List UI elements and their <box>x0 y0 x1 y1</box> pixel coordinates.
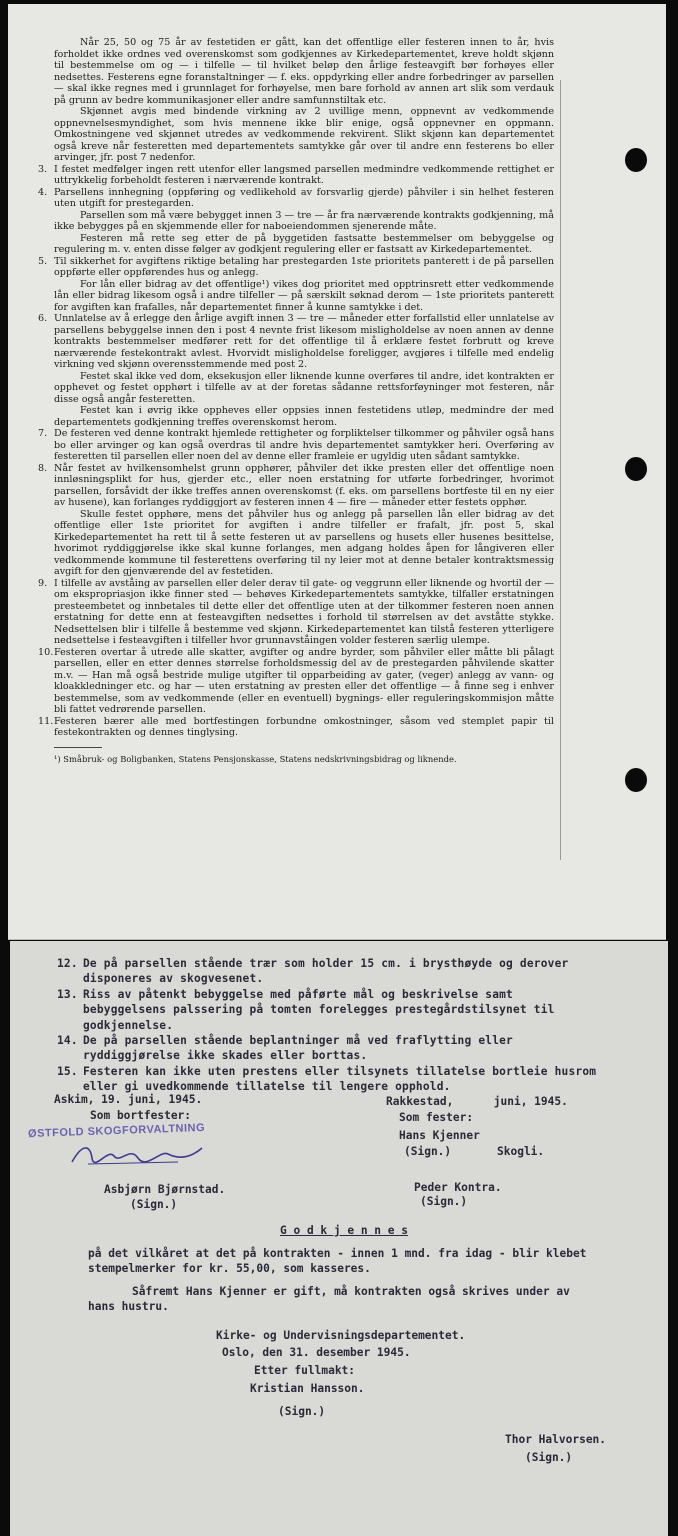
clause-6 <box>38 313 554 428</box>
clause-text: Unnlatelse av å erlegge den årlige avgift innen 3 — tre — måneder etter forfallstid eller unnlatelse av parsellens bebyggelse innen den i post 4 nevnte frist likesom misligholdelse av noen annen av denne kontrakts bestemmelser medfører rett for det offentlige til å erklære festet forbrutt og kreve nærværende festekontrakt avlest. Hvorvidt misligholdelse foreligger, avgjøres i tilfelle med endelig virkning ved skjønn overensstemmende med post 2. <box>54 313 554 370</box>
clause-text: Til sikkerhet for avgiftens riktige betaling har prestegarden 1ste prioritets panterett i de på parsellen oppførte eller oppførendes hus og anlegg. <box>54 255 554 278</box>
witness-name: Peder Kontra. <box>414 1181 502 1194</box>
clause-3 <box>38 163 554 187</box>
footnote-divider <box>54 747 102 748</box>
clause-text: Skulle festet opphøre, mens det påhviler hus og anlegg på parsellen lån eller bidrag av det offentlige eller 1ste prioritet for avgiften i andre tilfeller er frafalt, jfr. post 5, skal Kirkedepartementet ha rett til å sette festeren ut av parsellens og husets eller husenes besittelse, hvorimot ryddiggjørelse ikke skal kunne forlanges, men adgang holdes åpen for långiveren eller vedkommende kommune til festerettens overføring til ny leier mot at denne betaler kontraktsmessig avgift for den gjenværende del av festetiden. <box>54 508 554 577</box>
landlord-sign-mark: (Sign.) <box>130 1198 178 1211</box>
clause-number: 12. <box>57 957 78 970</box>
margin-rule <box>560 80 561 860</box>
clause-number: 11. <box>38 715 54 727</box>
clause-text: Parsellen som må være bebygget innen 3 — tre — år fra nærværende kontrakts godkjenning, må ikke bebygges på en skjemmende eller for naboeiendommen sjenerende måte. <box>54 209 554 232</box>
clause-number: 3. <box>38 163 48 175</box>
approval-condition-spouse: Såfremt Hans Kjenner er gift, må kontrakten også skrives under av hans hustru. <box>88 1285 570 1314</box>
clause-14 <box>57 1033 597 1064</box>
by-authority: Etter fullmakt: <box>254 1364 356 1377</box>
clause-9 <box>38 577 554 647</box>
clause-4 <box>38 186 554 256</box>
forestry-office-stamp: ØSTFOLD SKOGFORVALTNING <box>27 1121 206 1141</box>
clause-text: Festeren bærer alle med bortfestingen forbundne omkostninger, såsom ved stemplet papir til festekontrakten og dennes tinglysing. <box>54 715 554 738</box>
clause-number: 6. <box>38 313 48 324</box>
clause-12 <box>57 956 597 987</box>
clause-number: 14. <box>57 1034 78 1048</box>
typed-addendum <box>57 956 597 1095</box>
intro-paragraph: Skjønnet avgis med bindende virkning av 2 uvillige menn, oppnevnt av vedkommende oppnevnelsesmyndighet, som hvis mennene ikke blir enige, også oppnevner en oppmann. Omkostningene ved skjønnet utredes av vedkommende rekvirent. Slikt skjønn kan departementet også kreve når festeretten med departementets samtykke går over til andre enn festerens bo eller arvinger, jfr. post 7 nedenfor. <box>54 106 554 163</box>
clause-text: Festeren kan ikke uten prestens eller tilsynets tillatelse bortleie husrom eller gi uvedkommende tillatelse til lengere opphold. <box>83 1064 597 1094</box>
clause-13 <box>57 987 597 1033</box>
approval-date: Oslo, den 31. desember 1945. <box>222 1346 411 1359</box>
tenant-role: Som fester: <box>399 1111 474 1124</box>
intro-paragraph: Når 25, 50 og 75 år av festetiden er gått, kan det offentlige eller festeren innen to år, hvis forholdet ikke ordnes ved overenskomst som godkjennes av Kirkedepartementet, kreve holdt skjønn til bestemmelse om og — i tilfelle — til hvilket beløp den årlige festeavgift bør forhøyes eller nedsettes. Festerens egne foranstaltninger — f. eks. oppdyrking eller andre forbedringer av parsellen — skal ikke regnes med i grunnlaget for forhøyelse, men bare forhold av annen art slik som verdauk på grunn av bedre kommunikasjoner eller andre samfunnstiltak etc. <box>54 37 554 106</box>
landlord-role: Som bortfester: <box>90 1109 192 1122</box>
clause-number: 9. <box>38 577 48 589</box>
clause-text: De på parsellen stående trær som holder 15 cm. i brysthøyde og derover disponeres av skogvesenet. <box>83 957 569 986</box>
handwritten-signature <box>68 1140 208 1170</box>
clause-text: Festeren overtar å utrede alle skatter, avgifter og andre byrder, som påhviler eller måtte bli pålagt parsellen, eller en etter dennes størrelse forholdsmessig del av de prestegarden påhvilende skatter m.v. — Han må også bestride mulige utgifter til opparbeiding av gater, (veger) anlegg av vann- og kloakkledninger etc. og har — uten erstatning av presten eller det offentlige — å finne seg i enhver bestemmelse, som av vedkommende (eller en eventuell) bygnings- eller reguleringskommisjon måtte bli fattet vedrørende parsellen. <box>54 646 554 715</box>
signing-place-date-left: Askim, 19. juni, 1945. <box>54 1093 203 1106</box>
clause-number: 13. <box>57 987 78 1001</box>
approval-heading: G o d k j e n n e s <box>280 1224 408 1237</box>
clause-15 <box>57 1064 597 1095</box>
signing-place-date-right: Rakkestad, juni, 1945. <box>386 1095 568 1108</box>
clause-text: Når festet av hvilkensomhelst grunn opphører, påhviler det ikke presten eller det offentlige noen innløsningsplikt for hus, gjerder etc., eller noen erstatning for utførte forbedringer, hvorimot parsellen, forsåvidt der ikke treffes annen overenskomst (f. eks. om parsellens bortfeste til en ny eier av husene), kan forlanges ryddiggjort av festeren innen 4 — fire — måneder etter festets opphør. <box>54 462 554 508</box>
printed-contract-terms <box>38 37 554 765</box>
clause-number: 8. <box>38 462 48 474</box>
clause-number: 10. <box>38 646 54 658</box>
clause-number: 15. <box>57 1064 78 1078</box>
punch-hole <box>625 768 647 792</box>
punch-hole <box>625 457 647 481</box>
clause-text: Festet skal ikke ved dom, eksekusjon eller liknende kunne overføres til andre, idet kontrakten er opphevet og festet opphørt i tilfelle av at der foretas sådanne rettsforføyninger mot festeren, når disse også angår festeretten. <box>54 370 554 405</box>
witness-sign-mark: (Sign.) <box>420 1195 468 1208</box>
tenant-farm-name: Skogli. <box>497 1145 545 1158</box>
footnote: ¹) Småbruk- og Boligbanken, Statens Pensjonskasse, Statens nedskrivningsbidrag og liknende. <box>54 753 457 764</box>
clause-5 <box>38 255 554 314</box>
punch-hole <box>625 148 647 172</box>
clause-number: 7. <box>38 428 48 439</box>
clause-text: I tilfelle av avståing av parsellen eller deler derav til gate- og veggrunn eller liknende og hvortil der — om ekspropriasjon ikke finner sted — behøves Kirkedepartementets samtykke, tilfaller erstatningen presteembetet og innbetales til dette eller det offentlige uten at der tilkommer festeren noen annen erstatning for dette enn at festeavgiften nedsettes i forhold til størrelsen av det avståtte stykke. Nedsettelsen blir i tilfelle å bestemme ved skjønn. Kirkedepartementet kan tilstå festeren ytterligere nedsettelse i festeavgiften i tilfeller hvor grunnavståingen volder festeren særlig ulempe. <box>54 577 554 646</box>
approval-condition: på det vilkåret at det på kontrakten - innen 1 mnd. fra idag - blir klebet stempelmerker for kr. 55,00, som kasseres. <box>88 1247 587 1276</box>
ministry-name: Kirke- og Undervisningsdepartementet. <box>216 1329 466 1342</box>
landlord-name: Asbjørn Bjørnstad. <box>104 1183 226 1196</box>
clause-text: Festeren må rette seg etter de på byggetiden fastsatte bestemmelser om bebyggelse og regulering m. v. enten disse følger av godkjent regulering eller er fastsatt av Kirkedepartementet. <box>54 232 554 255</box>
clause-11 <box>38 715 554 739</box>
clause-7 <box>38 428 554 463</box>
official-sign-mark: (Sign.) <box>278 1405 326 1418</box>
co-signer-name: Thor Halvorsen. <box>505 1433 607 1446</box>
clause-8 <box>38 462 554 578</box>
tenant-sign-mark: (Sign.) <box>404 1145 452 1158</box>
tenant-name: Hans Kjenner <box>399 1129 480 1142</box>
clause-text: I festet medfølger ingen rett utenfor eller langsmed parsellen medmindre vedkommende rettighet er uttrykkelig forbeholdt festeren i nærværende kontrakt. <box>54 163 554 186</box>
clause-number: 4. <box>38 186 48 198</box>
clause-10 <box>38 646 554 716</box>
clause-text: Parsellens innhegning (oppføring og vedlikehold av forsvarlig gjerde) påhviler i sin helhet festeren uten utgift for prestegarden. <box>54 186 554 209</box>
co-signer-sign-mark: (Sign.) <box>525 1451 573 1464</box>
clause-text: For lån eller bidrag av det offentlige¹) vikes dog prioritet med opptrinsrett etter vedkommende lån eller bidrag likesom også i andre tilfeller — på særskilt søknad derom — 1ste prioritets panterett for avgiften kan frafalles, når departementet finner å kunne samtykke i det. <box>54 278 554 313</box>
clause-text: De festeren ved denne kontrakt hjemlede rettigheter og forpliktelser tilkommer og påhviler også hans bo eller arvinger og kan også overdras til andre hvis departementet samtykker heri. Overføring av festeretten til parsellen eller noen del av denne eller framleie er ugyldig uten sådant samtykke. <box>54 428 554 462</box>
official-name: Kristian Hansson. <box>250 1382 365 1395</box>
clause-number: 5. <box>38 255 48 267</box>
clause-text: De på parsellen stående beplantninger må ved fraflytting eller ryddiggjørelse ikke skades eller borttas. <box>83 1034 513 1063</box>
clause-text: Riss av påtenkt bebyggelse med påførte mål og beskrivelse samt bebyggelsens palssering på tomten forelegges prestegårdstilsynet til godkjennelse. <box>83 987 555 1032</box>
clause-text: Festet kan i øvrig ikke oppheves eller oppsies innen festetidens utløp, medmindre der med departementets godkjenning treffes overenskomst herom. <box>54 405 554 428</box>
